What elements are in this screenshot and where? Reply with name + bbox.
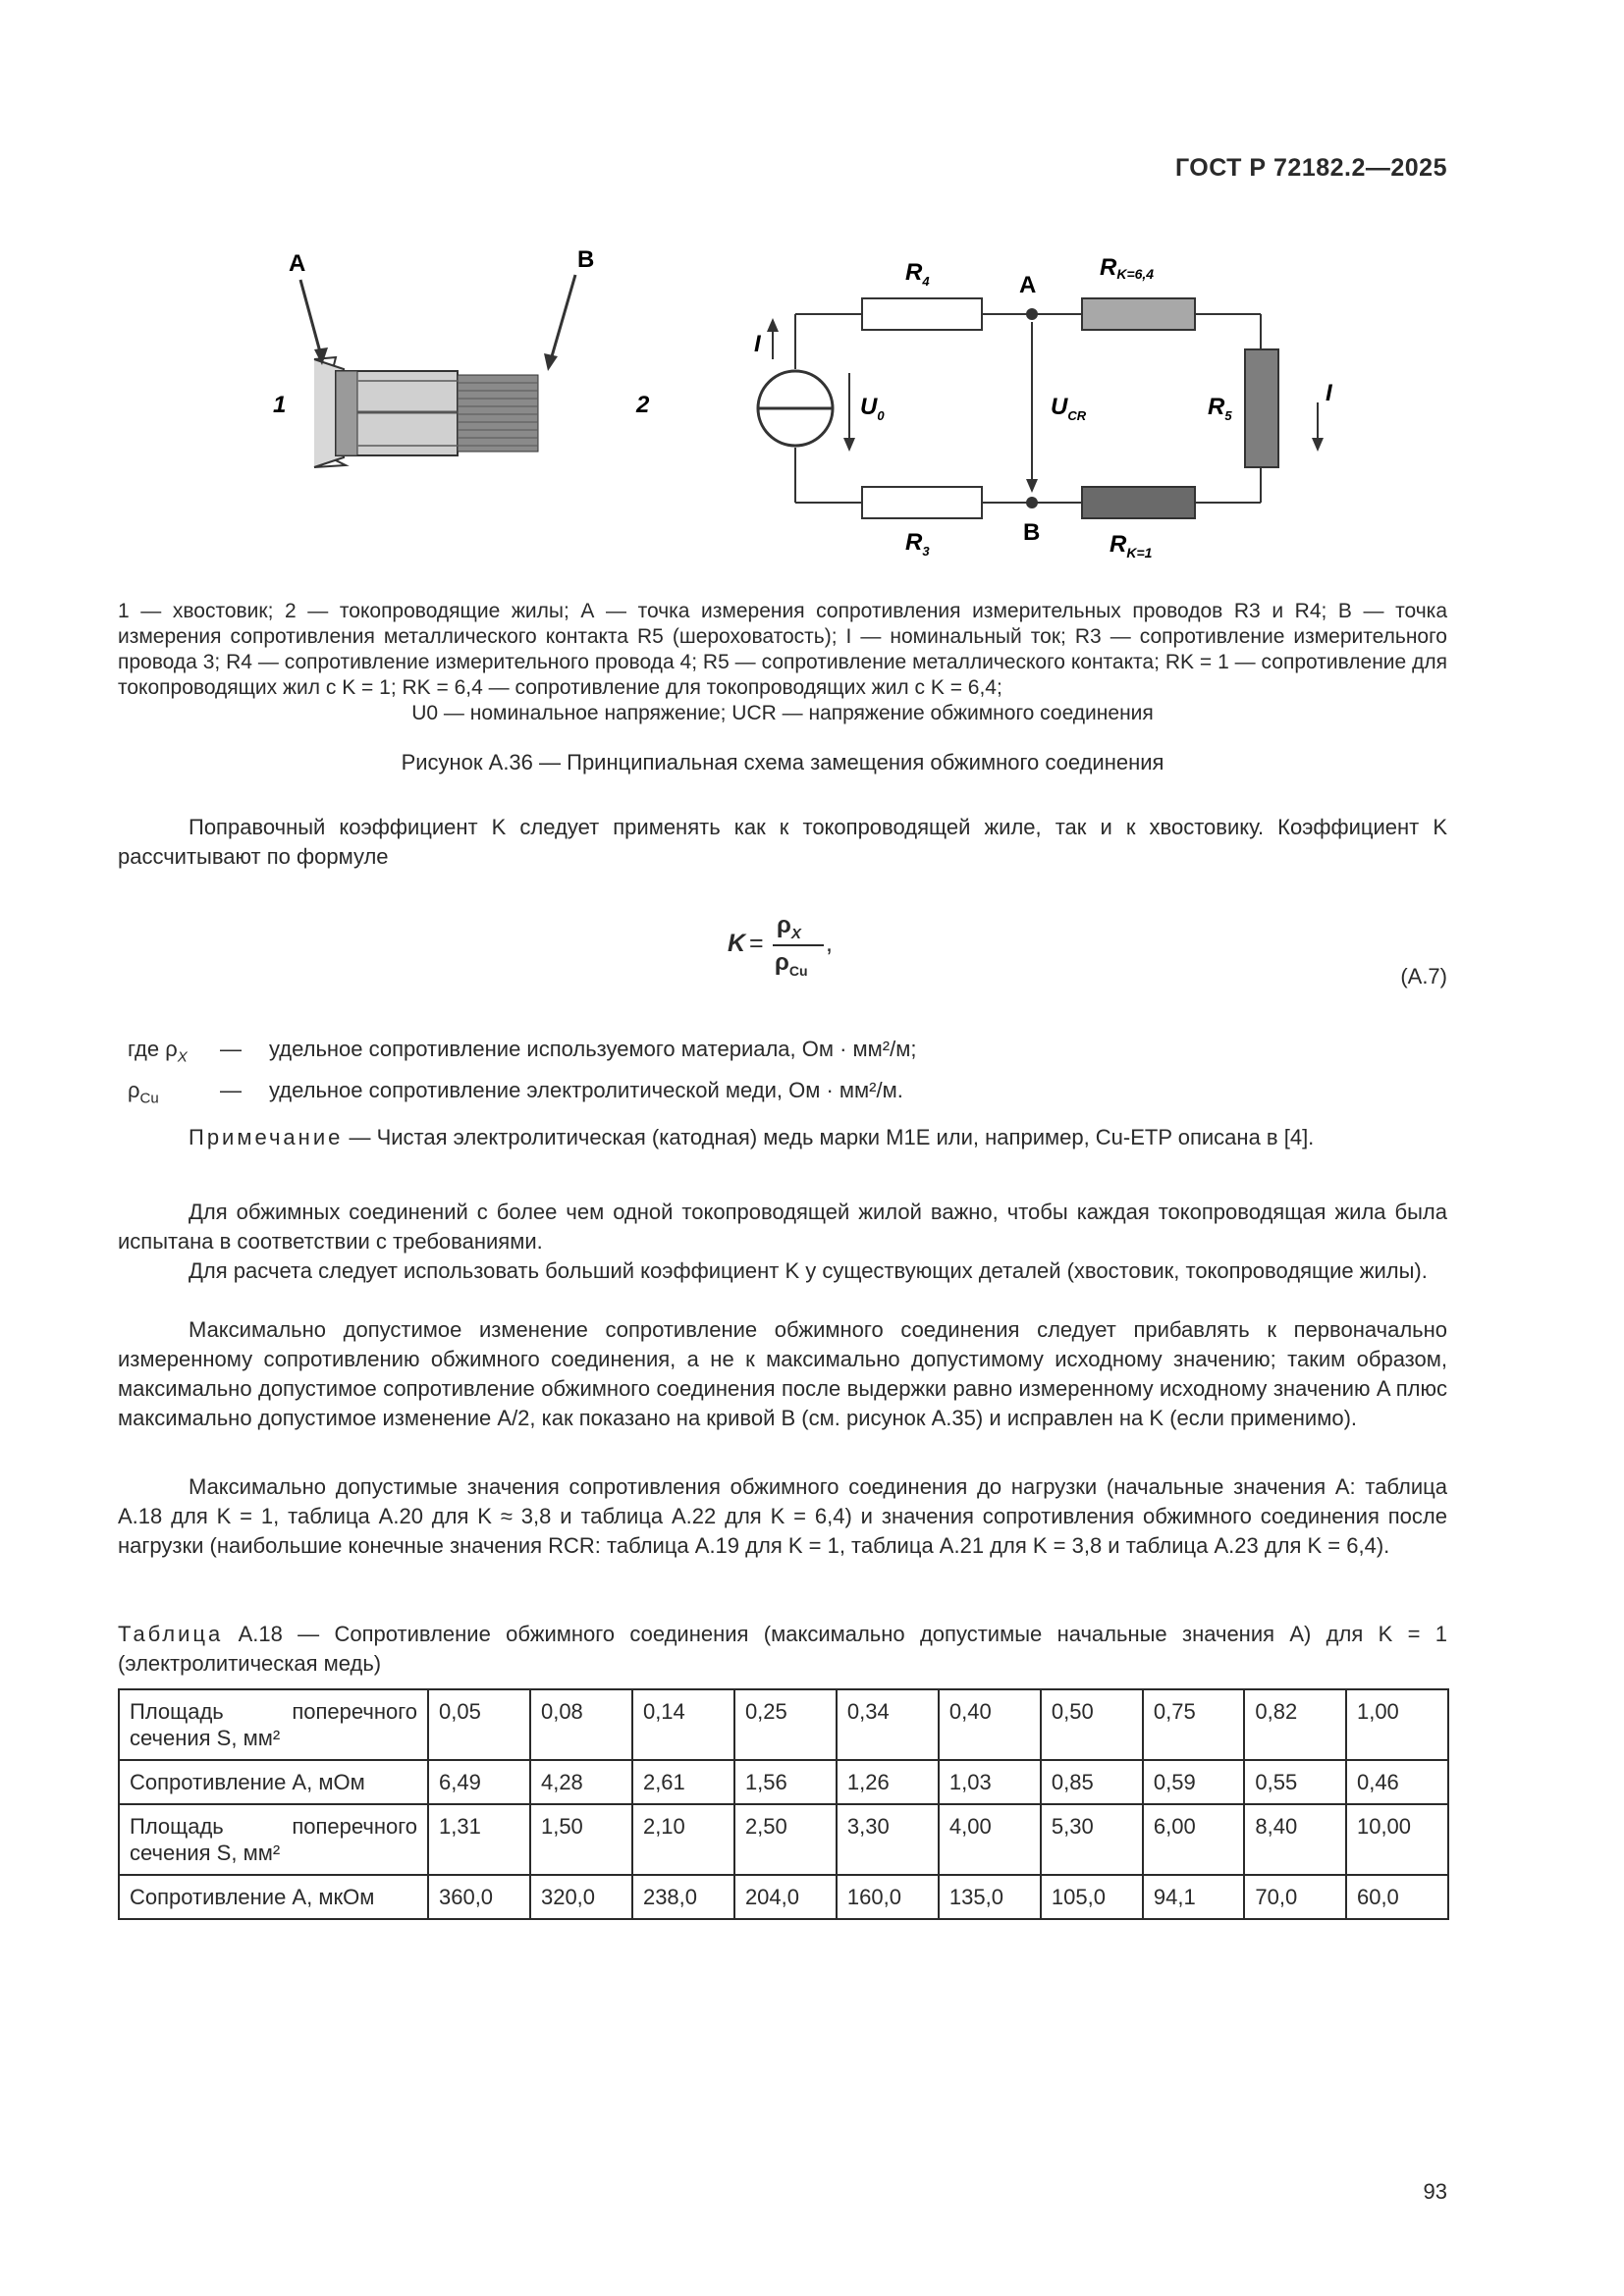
table-cell: 4,00 (939, 1804, 1041, 1875)
label-rk64: RK=6,4 (1100, 254, 1155, 282)
table-cell: 238,0 (632, 1875, 734, 1919)
table-cell: 360,0 (428, 1875, 530, 1919)
body-paragraph: Максимально допустимое изменение сопротивление обжимного соединения следует прибавлять к первоначально измеренному сопротивлению обжимного соединения, а не к максимально допустимому исходному значению; таким образом, максимально допустимое сопротивление обжимного соединения после выдержки равно измеренному исходному значению A плюс максимально допустимое изменение A/2, как показано на кривой B (см. рисунок А.35) и исправлен на K (если применимо). (118, 1317, 1447, 1430)
where-symbol: $\rho_{Cu}$ (128, 1078, 159, 1107)
resistor-rk1 (1082, 487, 1195, 518)
label-u0: $U_0$ (860, 394, 885, 423)
figure-caption: Рисунок А.36 — Принципиальная схема замещения обжимного соединения (401, 750, 1164, 774)
node-a-dot (1026, 308, 1038, 320)
formula-lhs: K (728, 930, 746, 957)
table-cell: 0,85 (1041, 1760, 1143, 1804)
table-cell: 2,50 (734, 1804, 837, 1875)
table-cell: 320,0 (530, 1875, 632, 1919)
body-paragraph: Для обжимных соединений с более чем одной токопроводящей жилой важно, чтобы каждая токопроводящая жила была испытана в соответствии с требованиями. (118, 1200, 1447, 1254)
resistor-r3 (862, 487, 982, 518)
arrow-a (300, 280, 322, 359)
table-cell: 0,82 (1244, 1689, 1346, 1760)
note (118, 1123, 1447, 1152)
label-rk1: $R_{K=1}$ (1110, 531, 1153, 561)
formula-a7 (722, 908, 918, 987)
table-cell: 1,03 (939, 1760, 1041, 1804)
table-cell: 8,40 (1244, 1804, 1346, 1875)
crimp-wire-end (336, 371, 357, 455)
table-a18 (118, 1688, 1449, 1920)
table-label: Таблица (118, 1622, 224, 1646)
table-caption-text: А.18 — Сопротивление обжимного соединения (максимально допустимые начальные значения A) для K = 1 (электролитическая медь) (118, 1622, 1447, 1676)
table-cell: 5,30 (1041, 1804, 1143, 1875)
where-dash: — (220, 1078, 242, 1102)
body-paragraph: Максимально допустимые значения сопротивления обжимного соединения до нагрузки (начальные значения A: таблица А.18 для K = 1, таблица А.20 для K ≈ 3,8 и таблица А.22 для K = 6,4) и значения сопротивления обжимного соединения после нагрузки (наибольшие конечные значения RCR: таблица А.19 для K = 1, таблица А.21 для K = 3,8 и таблица А.23 для K = 6,4). (118, 1474, 1447, 1558)
legend-line: 1 — хвостовик; 2 — токопроводящие жилы; А — точка измерения сопротивления измерительных проводов R3 и R4; В — точка измерения сопротивления металлического контакта R5 (шероховатость); I — номинальный ток; R3 — сопротивление измерительного провода 3; R4 — сопротивление измерительного провода 4; R5 — сопротивление металлического контакта; RK = 1 — сопротивление для токопроводящих жил с K = 1; RK = 6,4 — сопротивление для токопроводящих жил с K = 6,4; (118, 600, 1447, 699)
table-cell: 204,0 (734, 1875, 837, 1919)
label-ucr: $U_{CR}$ (1051, 394, 1087, 423)
table-cell: 2,61 (632, 1760, 734, 1804)
arrow-b (550, 275, 575, 363)
table-row (119, 1689, 1448, 1760)
node-b-dot (1026, 497, 1038, 508)
table-cell: 2,10 (632, 1804, 734, 1875)
table-cell: 135,0 (939, 1875, 1041, 1919)
fraction-bar (773, 944, 824, 946)
table-cell: 60,0 (1346, 1875, 1448, 1919)
table-cell: 4,28 (530, 1760, 632, 1804)
label-r3: $R_3$ (905, 529, 930, 559)
table-cell: 160,0 (837, 1875, 939, 1919)
crimp-drawing (273, 246, 650, 467)
table-cell: 0,75 (1143, 1689, 1245, 1760)
formula-numerator: $\rho_X$ (777, 912, 801, 942)
body-paragraph: Для расчета следует использовать больший коэффициент K у существующих деталей (хвостовик, токопроводящие жилы). (189, 1258, 1428, 1283)
conductor-strands (458, 375, 538, 452)
table-caption (118, 1620, 1447, 1679)
label-current-left: I (754, 331, 761, 357)
table-cell: 1,50 (530, 1804, 632, 1875)
label-1: 1 (273, 392, 287, 418)
label-node-b: B (1023, 519, 1041, 546)
row-header: Сопротивление A, мОм (119, 1760, 428, 1804)
document-header: ГОСТ Р 72182.2—2025 (1174, 154, 1447, 182)
table-cell: 6,00 (1143, 1804, 1245, 1875)
table-cell: 1,31 (428, 1804, 530, 1875)
table-cell: 0,05 (428, 1689, 530, 1760)
note-text: — Чистая электролитическая (катодная) медь марки М1Е или, например, Cu-ETP описана в [4]. (343, 1125, 1315, 1149)
formula-eq: = (749, 930, 764, 957)
figure-a36 (118, 236, 1453, 589)
formula-number: (А.7) (1400, 964, 1447, 988)
table-cell: 0,50 (1041, 1689, 1143, 1760)
label-r4: $R_4$ (905, 259, 930, 289)
table-cell: 94,1 (1143, 1875, 1245, 1919)
legend-line: U0 — номинальное напряжение; UCR — напряжение обжимного соединения (411, 702, 1154, 724)
table-cell: 105,0 (1041, 1875, 1143, 1919)
table-cell: 10,00 (1346, 1804, 1448, 1875)
table-cell: 1,00 (1346, 1689, 1448, 1760)
note-label: Примечание (189, 1125, 344, 1149)
table-row (119, 1875, 1448, 1919)
table-cell: 0,14 (632, 1689, 734, 1760)
table-cell: 0,25 (734, 1689, 837, 1760)
page-number: 93 (1423, 2179, 1447, 2204)
resistor-rk64 (1082, 298, 1195, 330)
row-header: Площадь поперечного сечения S, мм² (119, 1689, 428, 1760)
label-current-right: I (1326, 380, 1332, 406)
label-a: A (289, 250, 306, 277)
where-dash: — (220, 1037, 242, 1061)
row-header: Площадь поперечного сечения S, мм² (119, 1804, 428, 1875)
where-symbol: где $\rho_X$ (128, 1037, 188, 1066)
table-cell: 0,08 (530, 1689, 632, 1760)
table-cell: 0,59 (1143, 1760, 1245, 1804)
label-2: 2 (636, 392, 650, 418)
formula-denominator: $\rho_{Cu}$ (775, 949, 808, 979)
table-cell: 1,26 (837, 1760, 939, 1804)
label-b: B (577, 246, 595, 273)
table-cell: 6,49 (428, 1760, 530, 1804)
where-definition: удельное сопротивление электролитической меди, Ом · мм²/м. (269, 1078, 903, 1102)
table-cell: 3,30 (837, 1804, 939, 1875)
table-cell: 0,46 (1346, 1760, 1448, 1804)
table-cell: 0,34 (837, 1689, 939, 1760)
label-r5: $R_5$ (1208, 394, 1232, 423)
table-cell: 70,0 (1244, 1875, 1346, 1919)
intro-paragraph: Поправочный коэффициент K следует применять как к токопроводящей жиле, так и к хвостовику. Коэффициент K рассчитывают по формуле (118, 815, 1447, 869)
table-row (119, 1804, 1448, 1875)
resistor-r4 (862, 298, 982, 330)
table-cell: 1,56 (734, 1760, 837, 1804)
table-cell: 0,40 (939, 1689, 1041, 1760)
formula-comma: , (826, 930, 833, 957)
table-row (119, 1760, 1448, 1804)
figure-legend (118, 599, 1447, 726)
label-node-a: A (1019, 272, 1037, 298)
row-header: Сопротивление A, мкОм (119, 1875, 428, 1919)
table-cell: 0,55 (1244, 1760, 1346, 1804)
resistor-r5 (1245, 349, 1278, 467)
where-definition: удельное сопротивление используемого материала, Ом · мм²/м; (269, 1037, 917, 1061)
equivalent-circuit (758, 298, 1318, 518)
